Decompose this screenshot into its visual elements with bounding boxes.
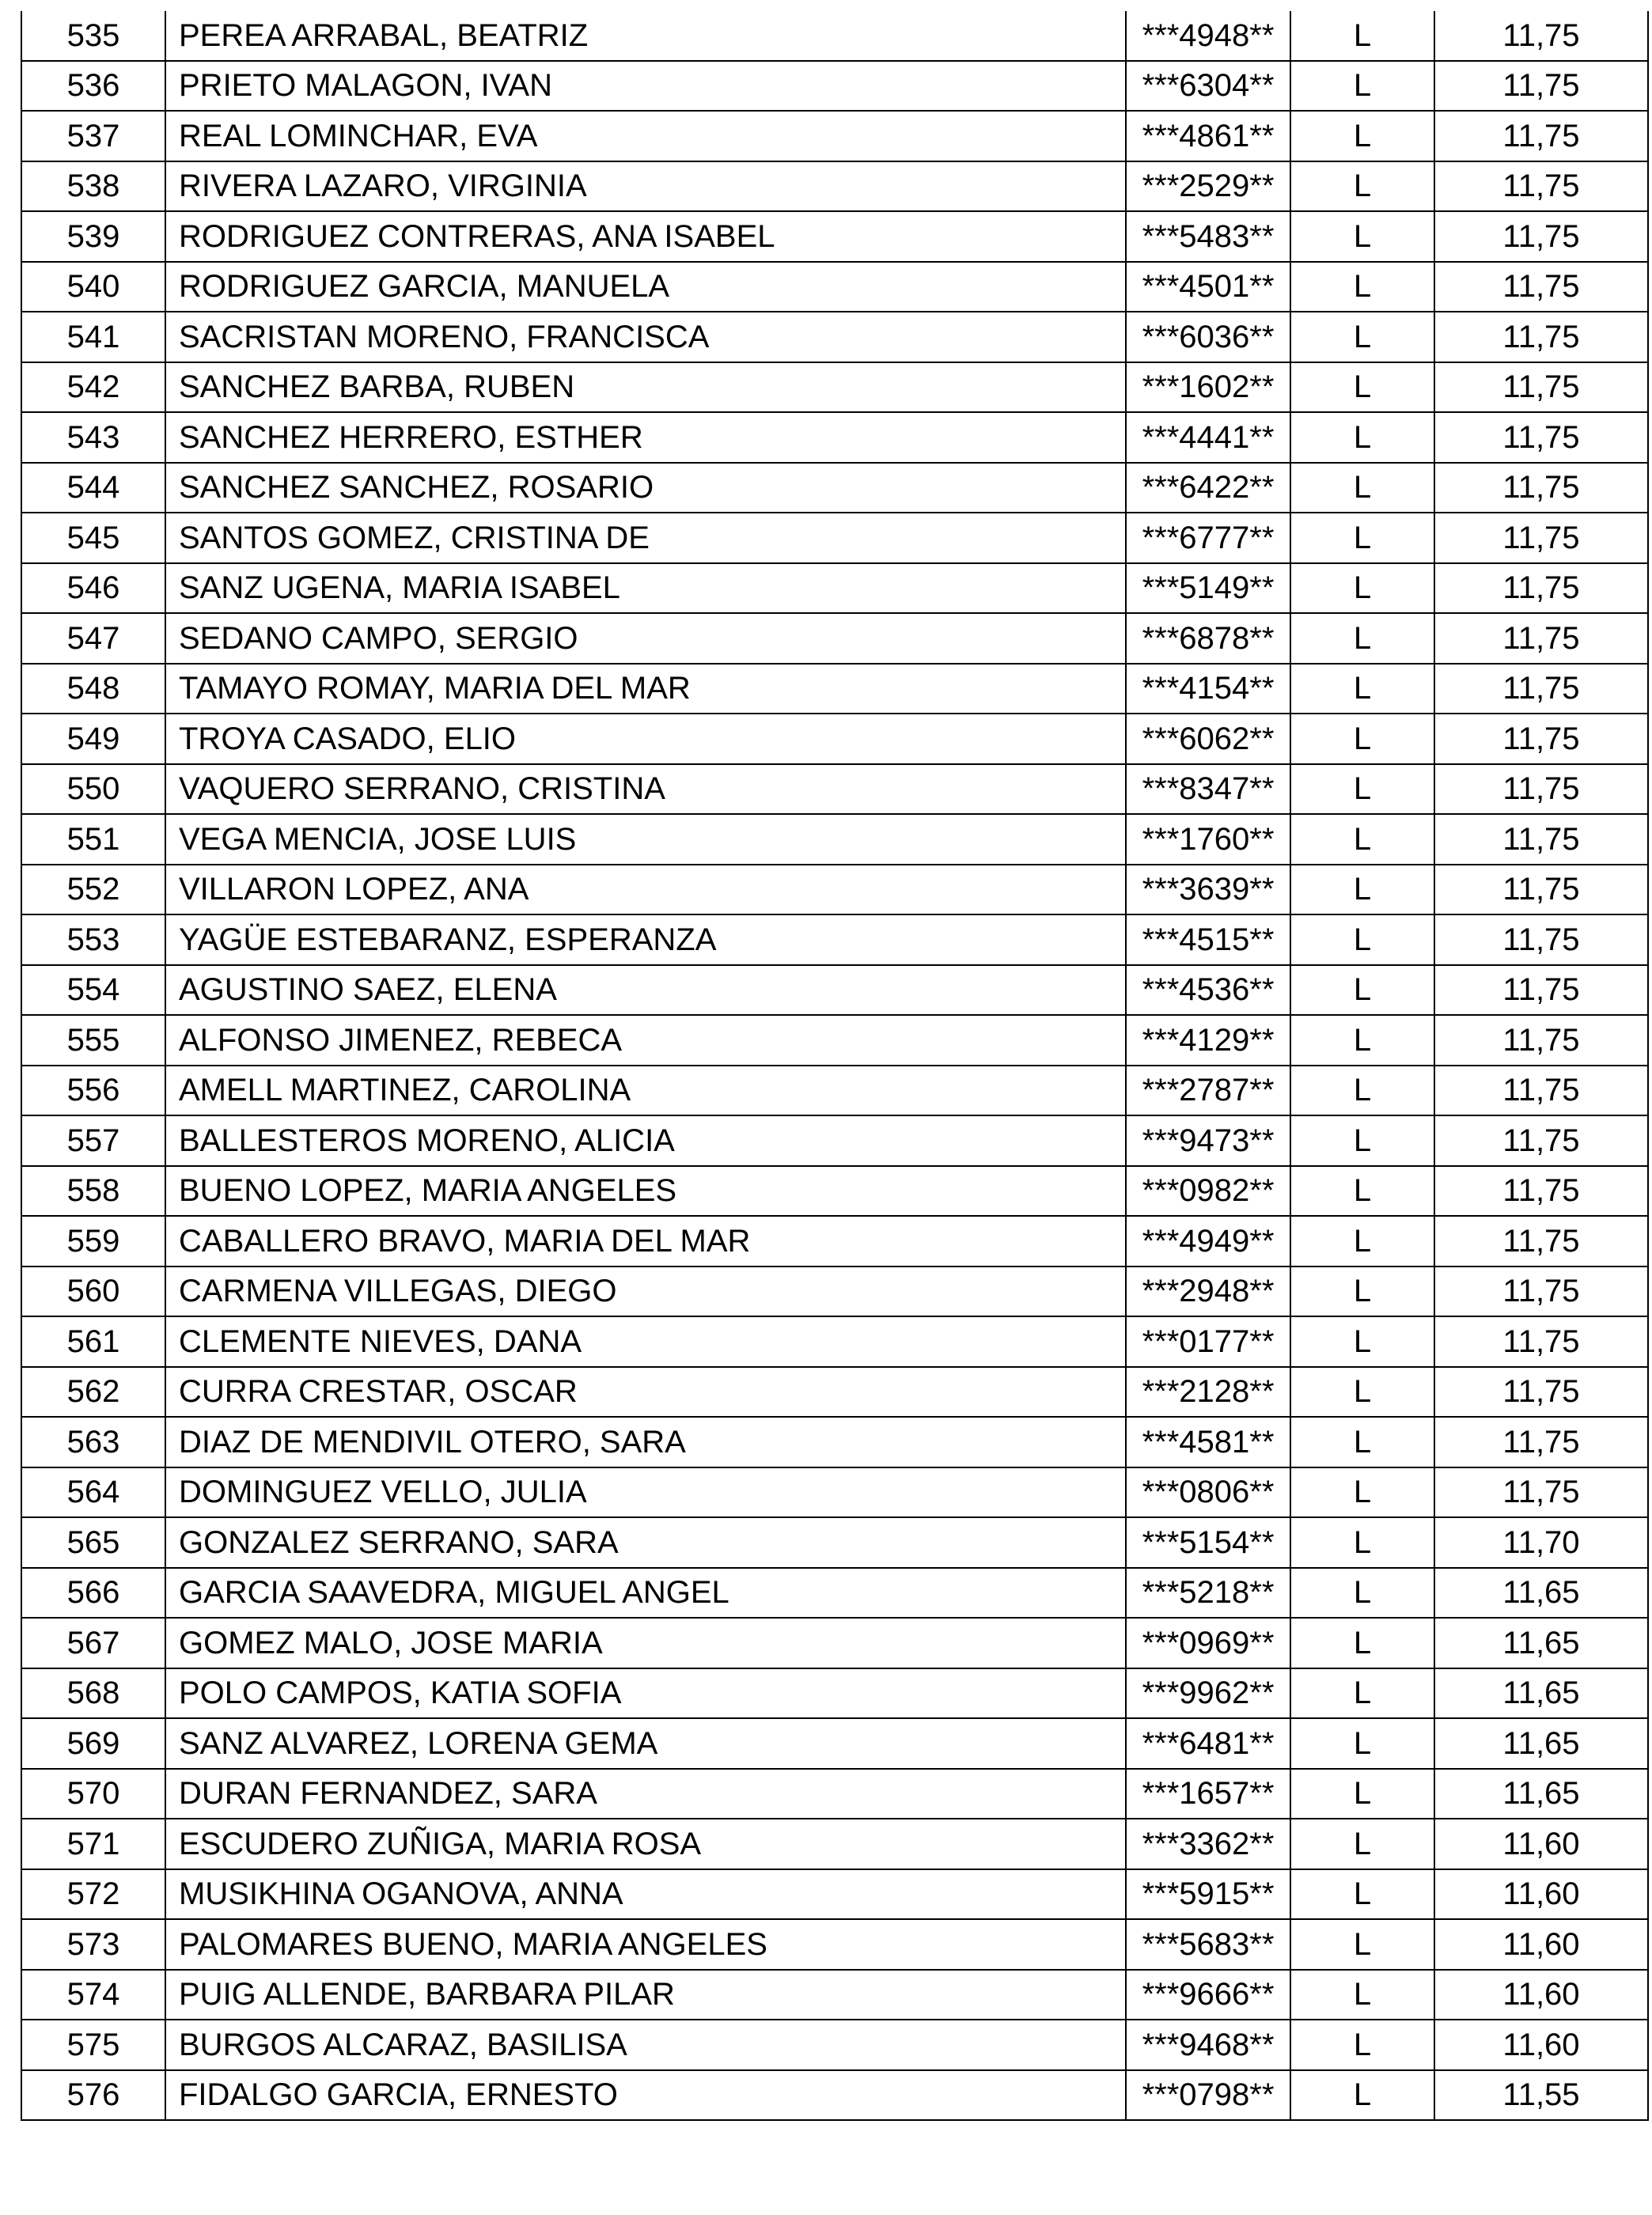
score-value: 11,75 [1434,1216,1648,1267]
table-row [21,1467,1648,1518]
row-number: 547 [21,613,165,664]
masked-id: ***1760** [1126,814,1290,865]
turno-code: L [1290,1467,1434,1518]
masked-id: ***6304** [1126,61,1290,112]
document-page [21,11,1631,2121]
score-value: 11,75 [1434,1417,1648,1467]
candidate-name: PALOMARES BUENO, MARIA ANGELES [165,1919,1126,1970]
candidate-name: GOMEZ MALO, JOSE MARIA [165,1618,1126,1668]
masked-id: ***4501** [1126,262,1290,312]
score-value: 11,60 [1434,2020,1648,2070]
score-value: 11,75 [1434,412,1648,463]
score-value: 11,75 [1434,714,1648,764]
turno-code: L [1290,1869,1434,1920]
candidate-name: ESCUDERO ZUÑIGA, MARIA ROSA [165,1819,1126,1869]
candidate-name: AGUSTINO SAEZ, ELENA [165,965,1126,1016]
table-row [21,1166,1648,1217]
candidate-name: SACRISTAN MORENO, FRANCISCA [165,312,1126,362]
row-number: 555 [21,1015,165,1066]
masked-id: ***5915** [1126,1869,1290,1920]
table-row [21,1015,1648,1066]
table-row [21,1668,1648,1719]
row-number: 568 [21,1668,165,1719]
masked-id: ***5683** [1126,1919,1290,1970]
table-row [21,1115,1648,1166]
row-number: 545 [21,513,165,563]
score-value: 11,75 [1434,1467,1648,1518]
candidate-name: GONZALEZ SERRANO, SARA [165,1517,1126,1568]
row-number: 572 [21,1869,165,1920]
masked-id: ***6062** [1126,714,1290,764]
candidate-name: TAMAYO ROMAY, MARIA DEL MAR [165,664,1126,714]
masked-id: ***2128** [1126,1367,1290,1418]
turno-code: L [1290,463,1434,513]
candidate-name: SANZ UGENA, MARIA ISABEL [165,563,1126,614]
candidate-name: CABALLERO BRAVO, MARIA DEL MAR [165,1216,1126,1267]
turno-code: L [1290,1015,1434,1066]
masked-id: ***9666** [1126,1970,1290,2020]
table-row [21,1869,1648,1920]
candidate-name: SEDANO CAMPO, SERGIO [165,613,1126,664]
table-row [21,814,1648,865]
turno-code: L [1290,111,1434,161]
table-row [21,2020,1648,2070]
candidate-name: YAGÜE ESTEBARANZ, ESPERANZA [165,914,1126,965]
turno-code: L [1290,211,1434,262]
table-row [21,865,1648,915]
masked-id: ***0982** [1126,1166,1290,1217]
candidate-name: MUSIKHINA OGANOVA, ANNA [165,1869,1126,1920]
turno-code: L [1290,1166,1434,1217]
masked-id: ***4441** [1126,412,1290,463]
candidate-name: TROYA CASADO, ELIO [165,714,1126,764]
row-number: 560 [21,1267,165,1317]
candidate-name: CURRA CRESTAR, OSCAR [165,1367,1126,1418]
masked-id: ***6036** [1126,312,1290,362]
turno-code: L [1290,1568,1434,1619]
masked-id: ***6481** [1126,1718,1290,1769]
candidate-name: POLO CAMPOS, KATIA SOFIA [165,1668,1126,1719]
candidate-name: SANTOS GOMEZ, CRISTINA DE [165,513,1126,563]
masked-id: ***4154** [1126,664,1290,714]
score-value: 11,65 [1434,1618,1648,1668]
row-number: 535 [21,11,165,61]
score-value: 11,60 [1434,1819,1648,1869]
score-value: 11,75 [1434,312,1648,362]
table-row [21,1970,1648,2020]
masked-id: ***9473** [1126,1115,1290,1166]
turno-code: L [1290,1718,1434,1769]
turno-code: L [1290,412,1434,463]
row-number: 575 [21,2020,165,2070]
row-number: 569 [21,1718,165,1769]
table-row [21,11,1648,61]
row-number: 557 [21,1115,165,1166]
turno-code: L [1290,1517,1434,1568]
table-row [21,1066,1648,1116]
candidate-name: RIVERA LAZARO, VIRGINIA [165,161,1126,212]
row-number: 542 [21,362,165,413]
row-number: 538 [21,161,165,212]
candidate-name: SANZ ALVAREZ, LORENA GEMA [165,1718,1126,1769]
score-value: 11,60 [1434,1919,1648,1970]
score-value: 11,75 [1434,1015,1648,1066]
table-row [21,1919,1648,1970]
table-row [21,1216,1648,1267]
table-row [21,1267,1648,1317]
table-row [21,965,1648,1016]
score-value: 11,75 [1434,1367,1648,1418]
candidate-name: RODRIGUEZ GARCIA, MANUELA [165,262,1126,312]
turno-code: L [1290,1417,1434,1467]
score-value: 11,75 [1434,664,1648,714]
table-row [21,764,1648,815]
row-number: 544 [21,463,165,513]
candidate-name: CLEMENTE NIEVES, DANA [165,1316,1126,1367]
candidate-name: REAL LOMINCHAR, EVA [165,111,1126,161]
row-number: 570 [21,1769,165,1819]
table-row [21,362,1648,413]
masked-id: ***9962** [1126,1668,1290,1719]
table-row [21,61,1648,112]
score-value: 11,75 [1434,1316,1648,1367]
candidate-name: BALLESTEROS MORENO, ALICIA [165,1115,1126,1166]
table-row [21,914,1648,965]
score-value: 11,75 [1434,463,1648,513]
masked-id: ***6422** [1126,463,1290,513]
row-number: 541 [21,312,165,362]
table-row [21,664,1648,714]
masked-id: ***4129** [1126,1015,1290,1066]
table-row [21,412,1648,463]
row-number: 562 [21,1367,165,1418]
row-number: 564 [21,1467,165,1518]
candidate-name: VAQUERO SERRANO, CRISTINA [165,764,1126,815]
table-row [21,1718,1648,1769]
masked-id: ***5483** [1126,211,1290,262]
masked-id: ***4861** [1126,111,1290,161]
score-value: 11,75 [1434,111,1648,161]
score-value: 11,70 [1434,1517,1648,1568]
score-value: 11,75 [1434,513,1648,563]
candidate-name: BUENO LOPEZ, MARIA ANGELES [165,1166,1126,1217]
candidate-name: FIDALGO GARCIA, ERNESTO [165,2070,1126,2121]
candidate-name: RODRIGUEZ CONTRERAS, ANA ISABEL [165,211,1126,262]
masked-id: ***1602** [1126,362,1290,413]
masked-id: ***0798** [1126,2070,1290,2121]
row-number: 554 [21,965,165,1016]
masked-id: ***8347** [1126,764,1290,815]
row-number: 549 [21,714,165,764]
table-row [21,161,1648,212]
score-value: 11,60 [1434,1970,1648,2020]
turno-code: L [1290,1970,1434,2020]
turno-code: L [1290,814,1434,865]
turno-code: L [1290,1819,1434,1869]
row-number: 561 [21,1316,165,1367]
row-number: 566 [21,1568,165,1619]
masked-id: ***0806** [1126,1467,1290,1518]
turno-code: L [1290,914,1434,965]
score-value: 11,55 [1434,2070,1648,2121]
masked-id: ***3362** [1126,1819,1290,1869]
masked-id: ***3639** [1126,865,1290,915]
score-value: 11,65 [1434,1718,1648,1769]
turno-code: L [1290,1618,1434,1668]
turno-code: L [1290,1769,1434,1819]
table-row [21,1769,1648,1819]
row-number: 576 [21,2070,165,2121]
turno-code: L [1290,362,1434,413]
turno-code: L [1290,664,1434,714]
turno-code: L [1290,1115,1434,1166]
row-number: 571 [21,1819,165,1869]
candidate-name: CARMENA VILLEGAS, DIEGO [165,1267,1126,1317]
row-number: 537 [21,111,165,161]
masked-id: ***2948** [1126,1267,1290,1317]
table-row [21,2070,1648,2121]
table-row [21,262,1648,312]
masked-id: ***9468** [1126,2020,1290,2070]
row-number: 553 [21,914,165,965]
candidate-name: DURAN FERNANDEZ, SARA [165,1769,1126,1819]
turno-code: L [1290,262,1434,312]
table-row [21,513,1648,563]
table-row [21,1367,1648,1418]
turno-code: L [1290,312,1434,362]
masked-id: ***6878** [1126,613,1290,664]
turno-code: L [1290,61,1434,112]
candidate-name: VILLARON LOPEZ, ANA [165,865,1126,915]
row-number: 551 [21,814,165,865]
candidate-name: DIAZ DE MENDIVIL OTERO, SARA [165,1417,1126,1467]
candidate-name: VEGA MENCIA, JOSE LUIS [165,814,1126,865]
masked-id: ***2529** [1126,161,1290,212]
table-row [21,1618,1648,1668]
turno-code: L [1290,161,1434,212]
masked-id: ***4949** [1126,1216,1290,1267]
turno-code: L [1290,2020,1434,2070]
score-value: 11,75 [1434,61,1648,112]
row-number: 546 [21,563,165,614]
row-number: 558 [21,1166,165,1217]
candidate-name: ALFONSO JIMENEZ, REBECA [165,1015,1126,1066]
table-row [21,111,1648,161]
table-row [21,613,1648,664]
turno-code: L [1290,865,1434,915]
score-value: 11,75 [1434,1066,1648,1116]
candidates-table [21,11,1649,2121]
masked-id: ***0969** [1126,1618,1290,1668]
candidate-name: BURGOS ALCARAZ, BASILISA [165,2020,1126,2070]
score-value: 11,65 [1434,1769,1648,1819]
table-row [21,1819,1648,1869]
row-number: 574 [21,1970,165,2020]
turno-code: L [1290,1367,1434,1418]
score-value: 11,75 [1434,362,1648,413]
row-number: 567 [21,1618,165,1668]
candidate-name: GARCIA SAAVEDRA, MIGUEL ANGEL [165,1568,1126,1619]
row-number: 539 [21,211,165,262]
candidate-name: AMELL MARTINEZ, CAROLINA [165,1066,1126,1116]
masked-id: ***0177** [1126,1316,1290,1367]
score-value: 11,75 [1434,1115,1648,1166]
table-row [21,563,1648,614]
candidate-name: DOMINGUEZ VELLO, JULIA [165,1467,1126,1518]
score-value: 11,75 [1434,613,1648,664]
masked-id: ***2787** [1126,1066,1290,1116]
score-value: 11,75 [1434,814,1648,865]
row-number: 556 [21,1066,165,1116]
score-value: 11,75 [1434,914,1648,965]
turno-code: L [1290,1216,1434,1267]
score-value: 11,75 [1434,563,1648,614]
table-row [21,1517,1648,1568]
candidate-name: PUIG ALLENDE, BARBARA PILAR [165,1970,1126,2020]
row-number: 540 [21,262,165,312]
table-row [21,1316,1648,1367]
turno-code: L [1290,1668,1434,1719]
table-row [21,463,1648,513]
score-value: 11,75 [1434,161,1648,212]
turno-code: L [1290,1919,1434,1970]
score-value: 11,75 [1434,211,1648,262]
candidate-name: PRIETO MALAGON, IVAN [165,61,1126,112]
candidate-name: PEREA ARRABAL, BEATRIZ [165,11,1126,61]
row-number: 550 [21,764,165,815]
masked-id: ***4948** [1126,11,1290,61]
table-row [21,312,1648,362]
row-number: 559 [21,1216,165,1267]
score-value: 11,75 [1434,865,1648,915]
turno-code: L [1290,1066,1434,1116]
turno-code: L [1290,613,1434,664]
candidates-table-body [21,11,1648,2120]
row-number: 552 [21,865,165,915]
row-number: 536 [21,61,165,112]
row-number: 563 [21,1417,165,1467]
turno-code: L [1290,714,1434,764]
score-value: 11,75 [1434,1267,1648,1317]
table-row [21,211,1648,262]
score-value: 11,60 [1434,1869,1648,1920]
masked-id: ***4536** [1126,965,1290,1016]
candidate-name: SANCHEZ SANCHEZ, ROSARIO [165,463,1126,513]
score-value: 11,75 [1434,764,1648,815]
masked-id: ***1657** [1126,1769,1290,1819]
turno-code: L [1290,764,1434,815]
score-value: 11,75 [1434,1166,1648,1217]
score-value: 11,75 [1434,262,1648,312]
masked-id: ***5154** [1126,1517,1290,1568]
turno-code: L [1290,513,1434,563]
candidate-name: SANCHEZ BARBA, RUBEN [165,362,1126,413]
row-number: 565 [21,1517,165,1568]
score-value: 11,65 [1434,1668,1648,1719]
score-value: 11,75 [1434,11,1648,61]
turno-code: L [1290,1267,1434,1317]
masked-id: ***5149** [1126,563,1290,614]
row-number: 543 [21,412,165,463]
row-number: 548 [21,664,165,714]
turno-code: L [1290,1316,1434,1367]
masked-id: ***5218** [1126,1568,1290,1619]
table-row [21,714,1648,764]
turno-code: L [1290,11,1434,61]
row-number: 573 [21,1919,165,1970]
turno-code: L [1290,965,1434,1016]
table-row [21,1568,1648,1619]
turno-code: L [1290,2070,1434,2121]
masked-id: ***6777** [1126,513,1290,563]
masked-id: ***4581** [1126,1417,1290,1467]
masked-id: ***4515** [1126,914,1290,965]
table-row [21,1417,1648,1467]
score-value: 11,65 [1434,1568,1648,1619]
score-value: 11,75 [1434,965,1648,1016]
turno-code: L [1290,563,1434,614]
candidate-name: SANCHEZ HERRERO, ESTHER [165,412,1126,463]
